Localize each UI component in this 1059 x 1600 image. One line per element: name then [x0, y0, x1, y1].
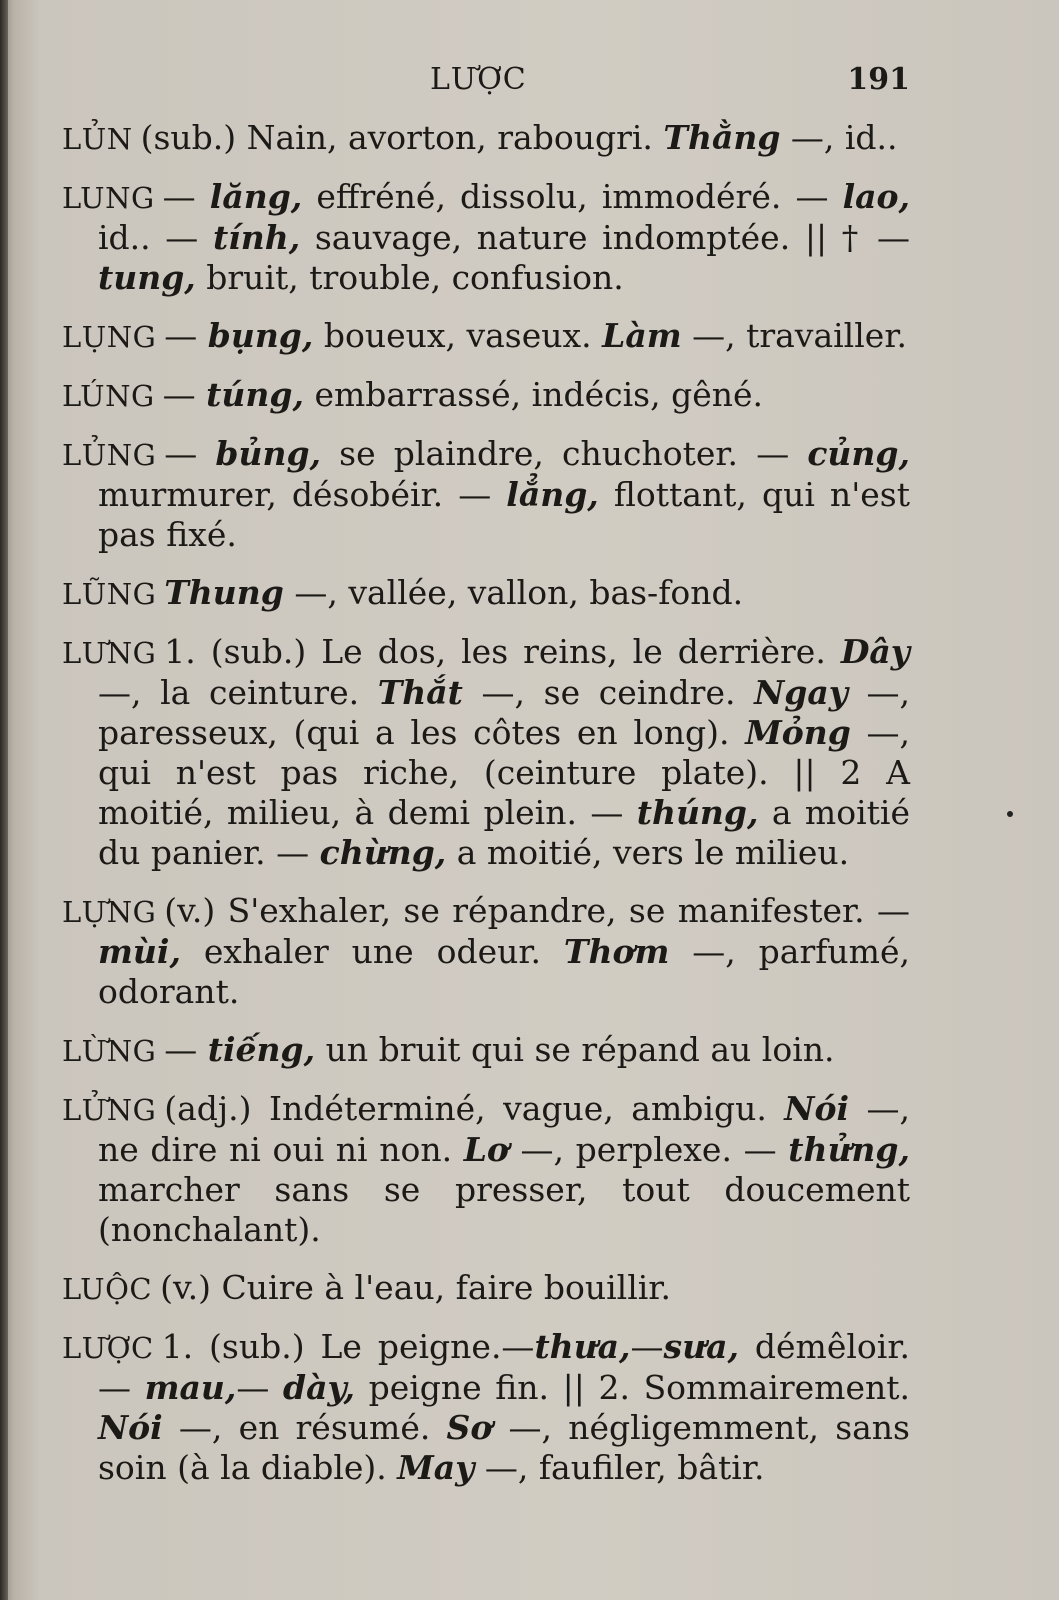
entry-definition-text: démêloir. —: [98, 1327, 910, 1407]
entry-term-italic: thửng,: [788, 1130, 910, 1169]
entry-term-italic: lao,: [842, 177, 910, 216]
dictionary-entry: [62, 1030, 910, 1071]
entry-definition-text: murmurer, désobéir. —: [98, 475, 507, 514]
dictionary-entry: [62, 573, 910, 614]
entry-term-italic: dày,: [283, 1368, 355, 1407]
dictionary-entry: [62, 434, 910, 555]
entry-definition-text: —, vallée, vallon, bas-fond.: [283, 573, 744, 612]
entry-term-italic: tiếng,: [207, 1030, 316, 1069]
entry-definition-text: bruit, trouble, confusion.: [195, 258, 624, 297]
entry-definition-text: —, id..: [780, 118, 898, 157]
entry-definition-text: peigne fin. || 2. Sommairement.: [354, 1368, 910, 1407]
page-number: 191: [847, 62, 910, 97]
entry-definition-text: a moitié, vers le milieu.: [446, 833, 850, 872]
entry-term-italic: tung,: [98, 258, 196, 297]
entry-definition-text: —, faufiler, bâtir.: [474, 1448, 765, 1487]
entry-definition-text: —, perplexe. —: [508, 1130, 789, 1169]
entry-term-italic: Thằng: [663, 118, 781, 157]
entry-term-italic: Nói: [784, 1089, 850, 1128]
entry-definition-text: (v.) S'exhaler, se répandre, se manifester. —: [164, 891, 910, 930]
dictionary-entry: [62, 177, 910, 298]
entry-term-italic: túng,: [206, 375, 304, 414]
entry-definition-text: —, parfumé, odorant.: [98, 932, 910, 1011]
entry-term-italic: May: [397, 1448, 475, 1487]
entry-definition-text: —, en résumé.: [162, 1408, 447, 1447]
entry-definition-text: (adj.) Indéterminé, vague, ambigu.: [164, 1089, 785, 1128]
entry-headword: LŨNG: [62, 577, 157, 611]
entry-definition-text: flottant, qui n'est pas fixé.: [98, 475, 910, 554]
entry-term-italic: Nói: [98, 1408, 163, 1447]
entry-definition-text: —, ne dire ni oui ni non.: [98, 1089, 910, 1169]
entry-definition-text: —: [630, 1327, 664, 1366]
entry-headword: LUNG: [62, 181, 155, 215]
entry-definition-text: —: [164, 316, 208, 355]
entry-headword: LỦN: [62, 122, 133, 156]
entry-definition-text: se plaindre, chuchoter. —: [321, 434, 808, 473]
entry-term-italic: Làm: [602, 316, 682, 355]
entry-definition-text: (sub.) Nain, avorton, rabougri.: [140, 118, 664, 157]
entry-term-italic: lăng,: [209, 177, 303, 216]
entry-term-italic: củng,: [807, 434, 910, 473]
entry-definition-text: effréné, dissolu, immodéré. —: [302, 177, 843, 216]
entry-term-italic: Thơm: [563, 932, 670, 971]
entry-definition-text: —: [162, 177, 210, 216]
entry-term-italic: Thung: [164, 573, 284, 612]
entry-term-italic: Ngay: [754, 673, 848, 712]
entry-definition-text: boueux, vaseux.: [313, 316, 603, 355]
entry-term-italic: bụng,: [207, 316, 314, 355]
entry-term-italic: tính,: [212, 218, 301, 257]
entry-definition-text: —, se ceindre.: [462, 673, 755, 712]
entry-term-italic: sưa,: [663, 1327, 739, 1366]
dictionary-entry: [62, 375, 910, 416]
dictionary-entry: [62, 1327, 910, 1488]
entry-term-italic: mau,: [144, 1368, 237, 1407]
entry-definition-text: —: [162, 375, 207, 414]
entry-term-italic: bủng,: [215, 434, 322, 473]
entry-headword: LỤNG: [62, 320, 157, 354]
dictionary-entry: [62, 1089, 910, 1250]
entry-term-italic: mùi,: [98, 932, 181, 971]
dictionary-entries: [62, 118, 910, 1506]
entry-headword: LỰNG: [62, 895, 157, 929]
entry-headword: LỪNG: [62, 1034, 157, 1068]
dictionary-entry: [62, 891, 910, 1012]
entry-definition-text: —, la ceinture.: [98, 673, 378, 712]
dictionary-entry: [62, 1268, 910, 1309]
entry-definition-text: sauvage, nature indomptée. || † —: [300, 218, 910, 257]
entry-term-italic: Thắt: [377, 673, 463, 712]
entry-definition-text: embarrassé, indécis, gêné.: [303, 375, 764, 414]
entry-term-italic: Sơ: [446, 1408, 493, 1447]
entry-term-italic: lẳng,: [506, 475, 599, 514]
dictionary-entry: [62, 316, 910, 357]
entry-definition-text: —, négligemment, sans soin (à la diable).: [98, 1408, 910, 1487]
entry-definition-text: (v.) Cuire à l'eau, faire bouillir.: [160, 1268, 671, 1307]
dictionary-entry: [62, 118, 910, 159]
entry-headword: LƯỢC: [62, 1331, 154, 1365]
entry-definition-text: —: [164, 434, 216, 473]
ink-speck: [1007, 811, 1013, 817]
entry-definition-text: —, travailler.: [681, 316, 907, 355]
entry-headword: LÚNG: [62, 379, 155, 413]
entry-definition-text: exhaler une odeur.: [180, 932, 564, 971]
entry-definition-text: —, paresseux, (qui a les côtes en long).: [98, 673, 911, 752]
entry-definition-text: un bruit qui se répand au loin.: [315, 1030, 835, 1069]
running-head: LƯỢC: [430, 62, 527, 97]
entry-definition-text: marcher sans se presser, tout doucement (nonchalant).: [98, 1170, 910, 1249]
entry-term-italic: thưa,: [534, 1327, 631, 1366]
entry-term-italic: thúng,: [636, 793, 759, 832]
entry-term-italic: chừng,: [319, 833, 447, 872]
entry-term-italic: Lơ: [463, 1130, 509, 1169]
entry-headword: LƯNG: [62, 636, 157, 670]
page-header: [60, 62, 910, 102]
entry-definition-text: —, qui n'est pas riche, (ceinture plate). || 2 A moitié, milieu, à demi plein. —: [98, 713, 910, 832]
entry-definition-text: 1. (sub.) Le dos, les reins, le derrière.: [164, 632, 841, 671]
page-spine-shadow: [0, 0, 8, 1600]
entry-headword: LUỘC: [62, 1272, 153, 1306]
entry-headword: LỦNG: [62, 438, 157, 472]
entry-definition-text: 1. (sub.) Le peigne.—: [161, 1327, 535, 1366]
entry-definition-text: a moitié du panier. —: [98, 793, 910, 872]
entry-definition-text: —: [164, 1030, 208, 1069]
entry-definition-text: id.. —: [98, 218, 213, 257]
entry-definition-text: —: [236, 1368, 283, 1407]
entry-term-italic: Dây: [840, 632, 910, 671]
dictionary-entry: [62, 632, 910, 873]
entry-headword: LỬNG: [62, 1093, 157, 1127]
entry-term-italic: Mỏng: [745, 713, 851, 752]
